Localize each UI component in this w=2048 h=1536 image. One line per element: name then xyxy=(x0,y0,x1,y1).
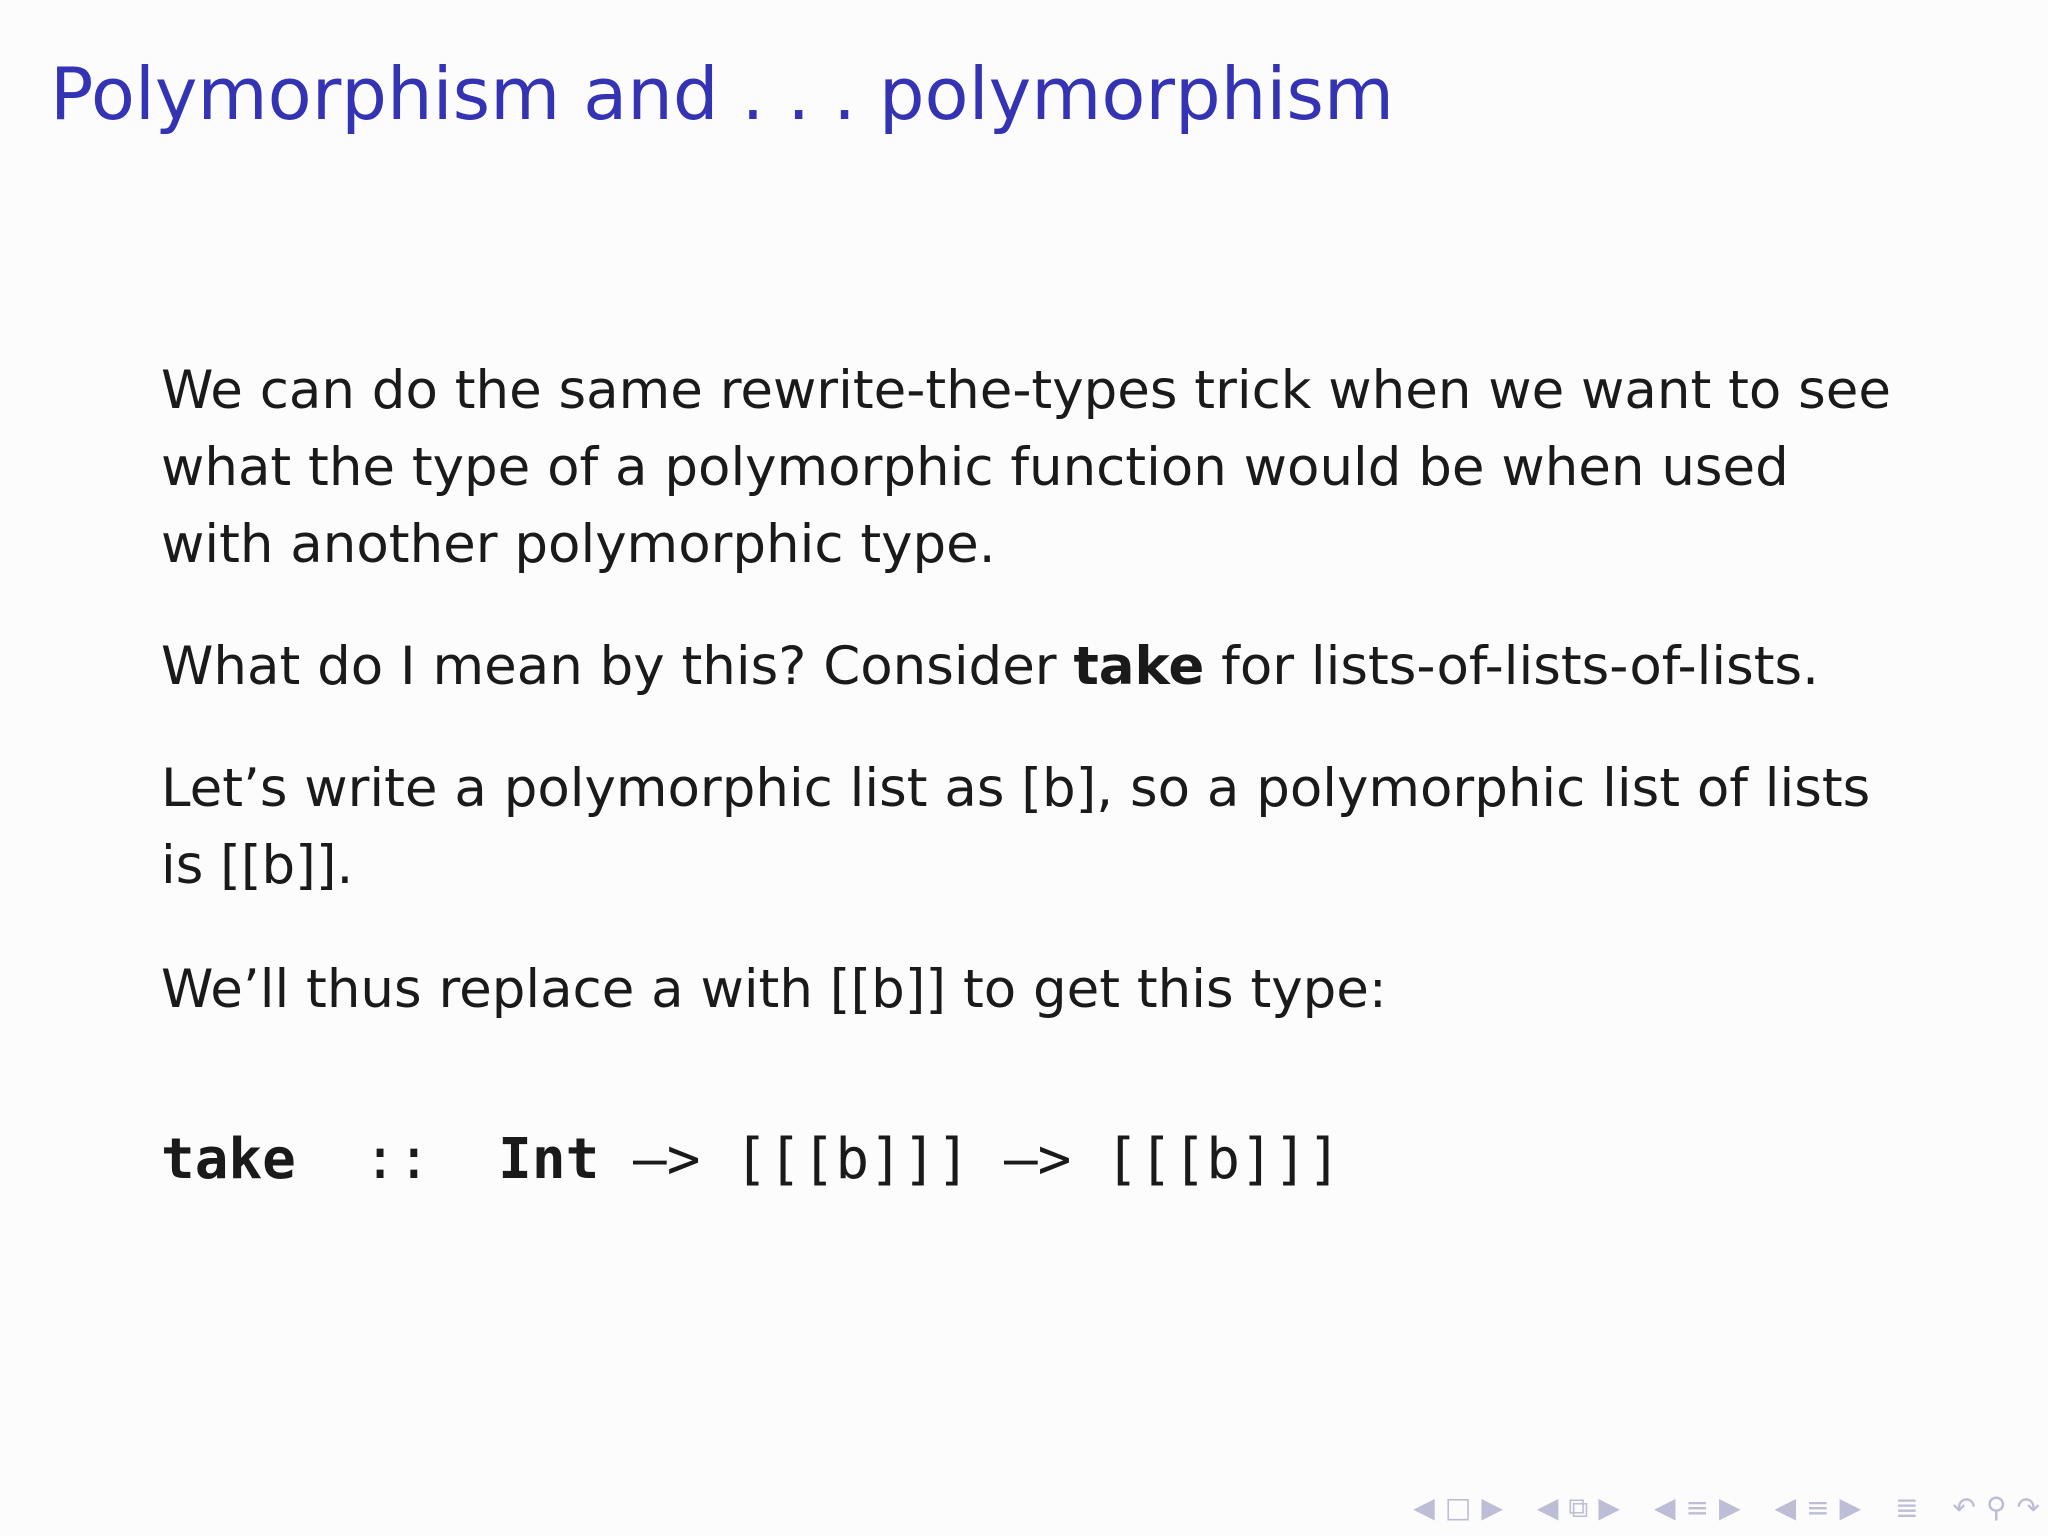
search-icon[interactable]: ⚲ xyxy=(1986,1491,2007,1524)
frame-title: Polymorphism and . . . polymorphism xyxy=(50,52,1394,136)
paragraph-4: We’ll thus replace a with [[b]] to get this type: xyxy=(161,959,1387,1020)
slide-body xyxy=(161,352,1901,1200)
code-arrow-2: –> xyxy=(1003,1127,1072,1192)
undo-icon[interactable]: ↶ xyxy=(1952,1491,1977,1524)
take-keyword: take xyxy=(1073,636,1205,697)
nav-prev-icon[interactable]: ◀ xyxy=(1774,1491,1797,1524)
section-icon[interactable]: ≡ xyxy=(1806,1491,1830,1524)
nav-next-icon[interactable]: ▶ xyxy=(1598,1491,1620,1524)
toc-icon[interactable]: ≣ xyxy=(1895,1491,1919,1524)
code-arrow-1: –> xyxy=(633,1127,701,1192)
nav-prev-icon[interactable]: ◀ xyxy=(1413,1491,1435,1524)
nav-section-group-2 xyxy=(1774,1491,1862,1524)
section-icon[interactable]: ≡ xyxy=(1685,1491,1709,1524)
paragraph-2 xyxy=(161,628,1901,705)
nav-next-icon[interactable]: ▶ xyxy=(1481,1491,1503,1524)
code-list-type-1: [[[b]]] xyxy=(734,1127,971,1192)
frame-icon[interactable]: □ xyxy=(1444,1491,1472,1524)
code-separator: :: xyxy=(363,1127,431,1192)
paragraph-3: Let’s write a polymorphic list as [b], so a polymorphic list of lists is [[b]]. xyxy=(161,758,1871,896)
nav-prev-icon[interactable]: ◀ xyxy=(1653,1491,1676,1524)
code-int-type: Int xyxy=(498,1127,600,1192)
beamer-navigation xyxy=(1413,1491,2040,1524)
paragraph-2-after: for lists-of-lists-of-lists. xyxy=(1204,636,1819,697)
code-function-name: take xyxy=(161,1127,296,1192)
subsection-icon[interactable]: ⧉ xyxy=(1568,1491,1589,1524)
redo-icon[interactable]: ↷ xyxy=(2016,1491,2040,1524)
nav-subsection-group xyxy=(1536,1491,1620,1524)
code-list-type-2: [[[b]]] xyxy=(1105,1127,1342,1192)
nav-prev-icon[interactable]: ◀ xyxy=(1536,1491,1559,1524)
type-signature xyxy=(161,1120,1901,1200)
nav-search-group xyxy=(1952,1491,2040,1524)
nav-frame-group xyxy=(1413,1491,1503,1524)
nav-next-icon[interactable]: ▶ xyxy=(1839,1491,1862,1524)
paragraph-1: We can do the same rewrite-the-types trick when we want to see what the type of a polymorphic function would be when used with another polymorphic type. xyxy=(161,360,1891,575)
nav-toc-group xyxy=(1895,1491,1919,1524)
nav-section-group xyxy=(1653,1491,1741,1524)
nav-next-icon[interactable]: ▶ xyxy=(1718,1491,1741,1524)
paragraph-2-before: What do I mean by this? Consider xyxy=(161,636,1074,697)
